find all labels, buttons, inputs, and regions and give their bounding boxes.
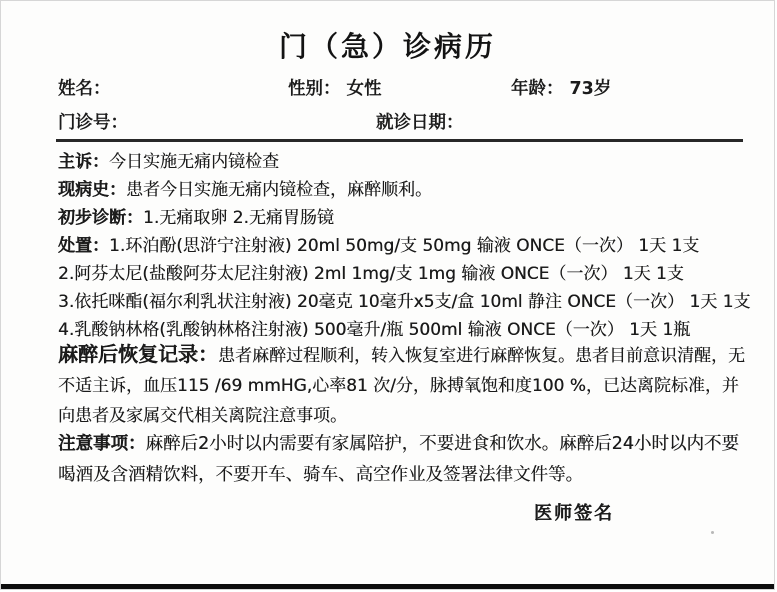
preliminary-diagnosis-label: 初步诊断： <box>58 208 143 228</box>
disposition-line-2 <box>58 260 752 288</box>
outpatient-number-label: 门诊号： <box>58 113 128 133</box>
chief-complaint-text: 今日实施无痛内镜检查 <box>109 152 279 172</box>
section-disposition <box>58 232 752 344</box>
section-preliminary-diagnosis <box>58 204 752 232</box>
disposition-label: 处置： <box>58 236 109 256</box>
gender-label: 性别： <box>288 79 341 99</box>
disposition-item: 4.乳酸钠林格(乳酸钠林格注射液) 500毫升/瓶 500ml 输液 ONCE（一次） 1天 1瓶 <box>58 320 691 340</box>
recovery-record-label: 麻醉后恢复记录： <box>58 342 218 366</box>
section-present-illness <box>58 176 752 204</box>
disposition-line-1 <box>58 232 752 260</box>
age-value: 73岁 <box>569 79 612 99</box>
age-label: 年龄： <box>511 79 564 99</box>
scan-artifact-dot <box>711 531 714 534</box>
disposition-item: 3.依托咪酯(福尔利乳状注射液) 20毫克 10毫升x5支/盒 10ml 静注 ONCE（一次） 1天 1支 <box>58 292 751 312</box>
field-gender <box>288 75 382 100</box>
patient-name-label: 姓名： <box>58 79 111 99</box>
section-recovery-record <box>58 339 752 431</box>
precautions-text: 麻醉后2小时以内需要有家属陪护，不要进食和饮水。麻醉后24小时以内不要喝酒及含酒精饮料，不要开车、骑车、高空作业及签署法律文件等。 <box>58 434 739 485</box>
present-illness-text: 患者今日实施无痛内镜检查，麻醉顺利。 <box>126 180 432 200</box>
field-age <box>511 75 611 100</box>
precautions-label: 注意事项： <box>58 434 146 454</box>
bottom-scan-edge-bar <box>1 584 775 589</box>
physician-signature-label: 医师签名 <box>534 503 614 524</box>
section-precautions <box>58 429 752 491</box>
field-outpatient-number <box>58 109 134 134</box>
visit-date-label: 就诊日期： <box>376 113 464 133</box>
disposition-item: 2.阿芬太尼(盐酸阿芬太尼注射液) 2ml 1mg/支 1mg 输液 ONCE（一次） 1天 1支 <box>58 264 684 284</box>
field-patient-name <box>58 75 117 100</box>
present-illness-label: 现病史： <box>58 180 126 200</box>
page-title: 门（急）诊病历 <box>278 30 496 63</box>
disposition-item: 1.环泊酚(思浒宁注射液) 20ml 50mg/支 50mg 输液 ONCE（一次） 1天 1支 <box>109 236 700 256</box>
chief-complaint-label: 主诉： <box>58 152 109 172</box>
header-divider-line <box>56 139 743 142</box>
gender-value: 女性 <box>346 79 382 99</box>
disposition-line-3 <box>58 288 752 316</box>
field-visit-date <box>376 109 470 134</box>
preliminary-diagnosis-text: 1.无痛取卵 2.无痛胃肠镜 <box>143 208 334 228</box>
scanned-document <box>1 1 774 589</box>
section-chief-complaint <box>58 148 752 176</box>
recovery-record-text: 患者麻醉过程顺利，转入恢复室进行麻醉恢复。患者目前意识清醒，无不适主诉，血压115 /69 mmHG,心率81 次/分，脉搏氧饱和度100 %，已达离院标准，并向患者及家属交代相关离院注意事项。 <box>58 346 745 426</box>
